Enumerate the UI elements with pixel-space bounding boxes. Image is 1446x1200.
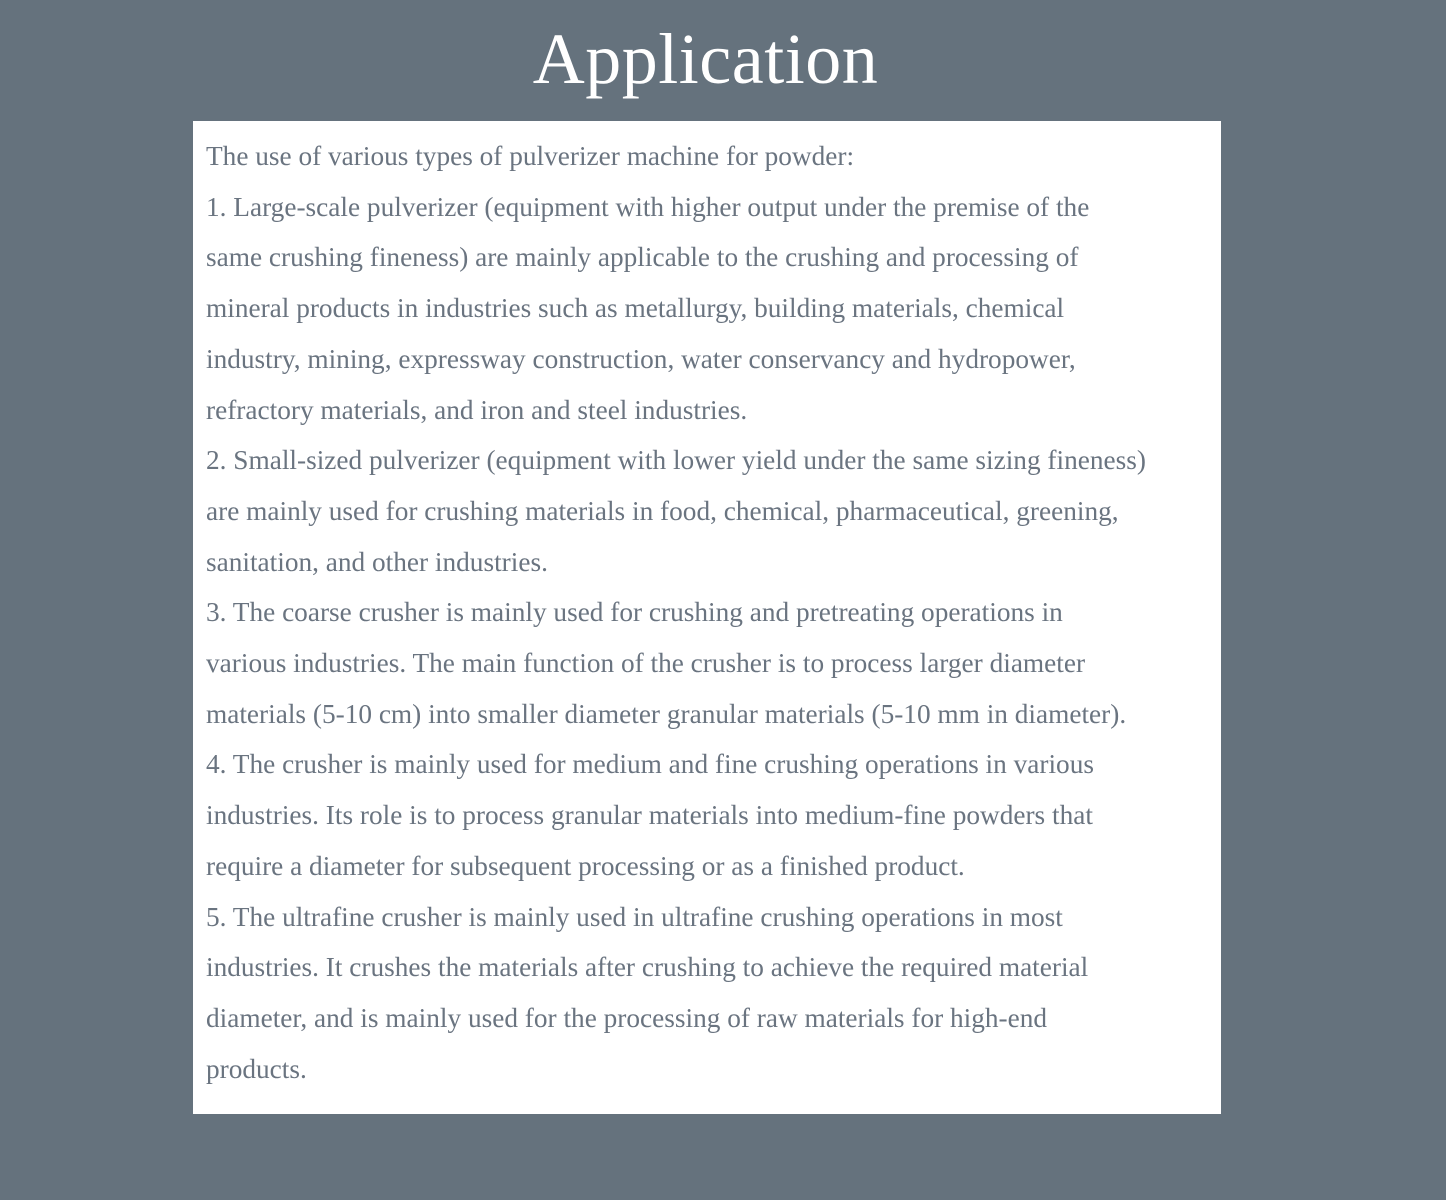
item-2-line-2: are mainly used for crushing materials in food, chemical, pharmaceutical, greening, [206,495,1119,526]
item-5-line-2: industries. It crushes the materials after crushing to achieve the required material [206,952,1089,983]
item-3-line-2: various industries. The main function of the crusher is to process larger diameter [206,648,1086,679]
item-1-line-3: mineral products in industries such as metallurgy, building materials, chemical [206,293,1065,324]
item-1-line-5: refractory materials, and iron and steel industries. [206,394,748,425]
item-5-line-1: 5. The ultrafine crusher is mainly used in ultrafine crushing operations in most [206,901,1063,932]
item-4-line-1: 4. The crusher is mainly used for medium and fine crushing operations in various [206,749,1094,780]
intro-text: The use of various types of pulverizer machine for powder: [206,141,855,171]
item-1-line-4: industry, mining, expressway construction, water conservancy and hydropower, [206,343,1076,374]
item-4-line-3: require a diameter for subsequent processing or as a finished product. [206,850,965,881]
item-3-line-1: 3. The coarse crusher is mainly used for crushing and pretreating operations in [206,597,1063,628]
item-1-line-1: 1. Large-scale pulverizer (equipment with higher output under the premise of the [206,191,1090,222]
item-1-line-2: same crushing fineness) are mainly applicable to the crushing and processing of [206,242,1079,273]
page-title: Application [532,19,879,99]
item-5-line-3: diameter, and is mainly used for the processing of raw materials for high-end [206,1002,1048,1033]
item-3-line-3: materials (5-10 cm) into smaller diameter granular materials (5-10 mm in diameter). [206,698,1127,729]
content-card [193,121,1221,1114]
item-2-line-3: sanitation, and other industries. [206,546,548,577]
item-4-line-2: industries. Its role is to process granular materials into medium-fine powders that [206,800,1093,831]
item-5-line-4: products. [206,1053,307,1084]
item-2-line-1: 2. Small-sized pulverizer (equipment with lower yield under the same sizing fineness) [206,445,1146,476]
